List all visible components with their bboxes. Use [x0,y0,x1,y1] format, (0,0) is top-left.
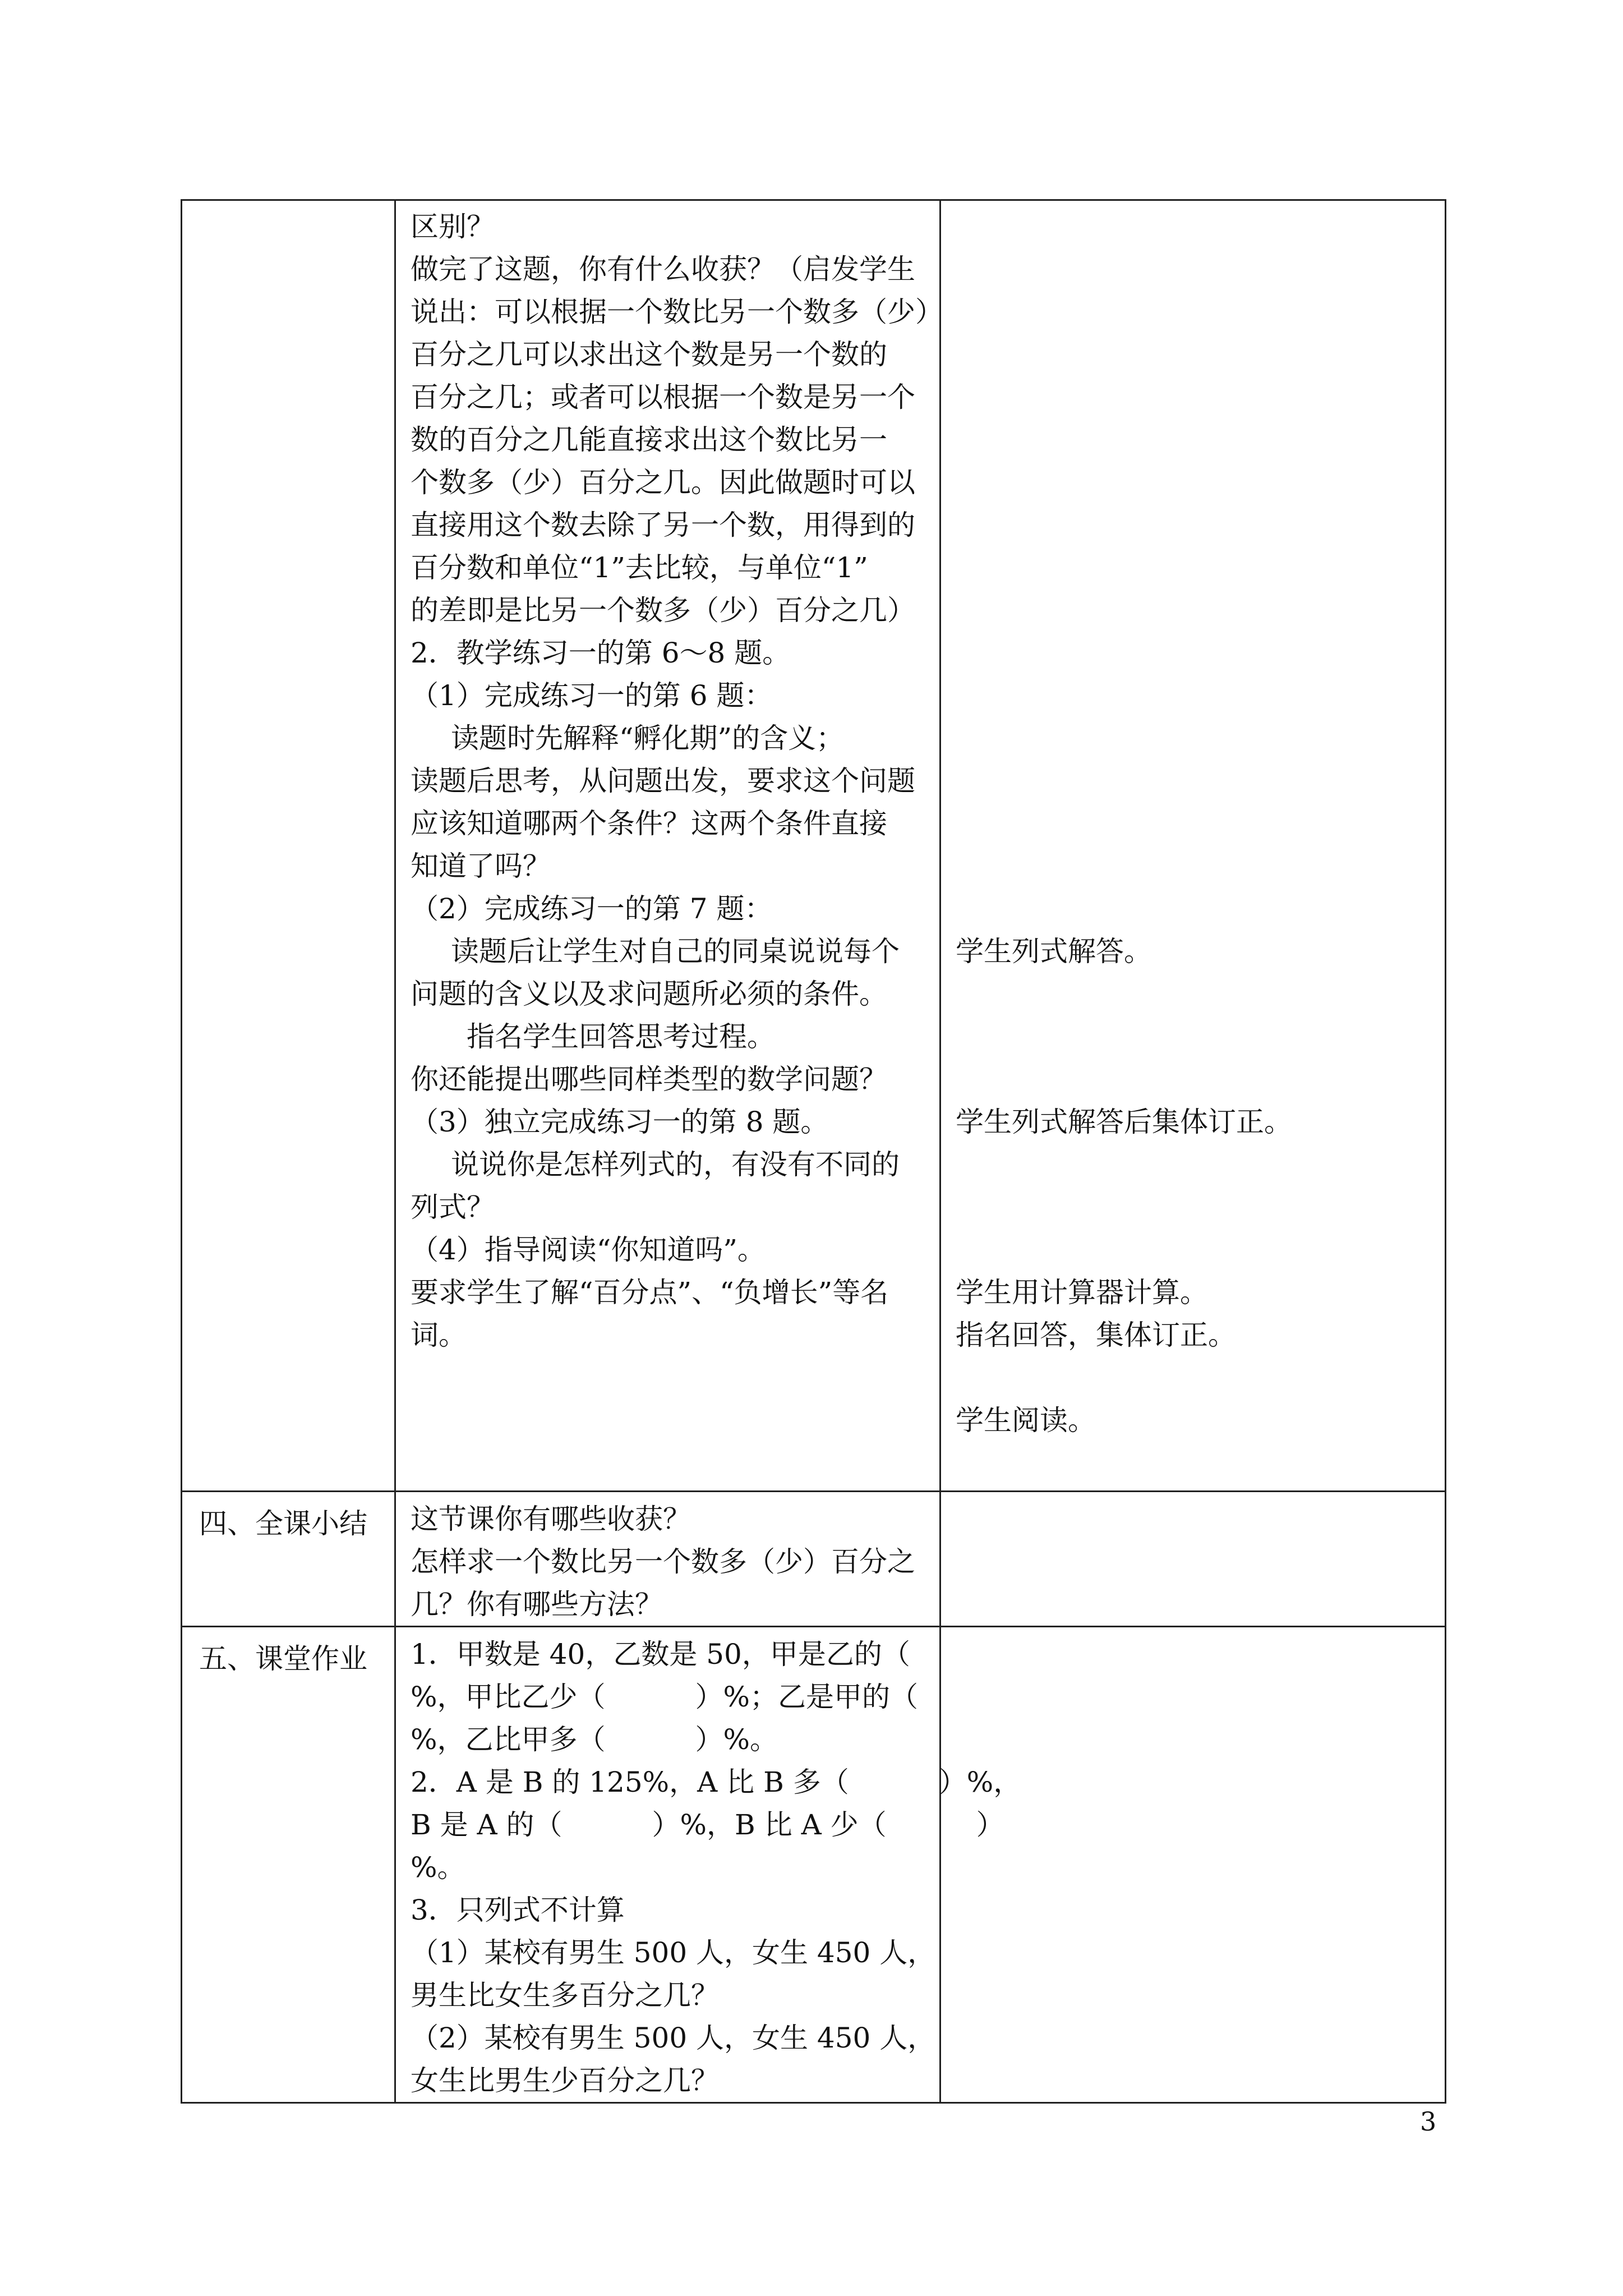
text-fragment: ）%， [938,1766,1022,1798]
text-fragment: 2．A 是 B 的 125%，A 比 B 多（ [411,1766,849,1798]
stage-label [182,201,394,211]
text-line: 男生比女生多百分之几？ [411,1979,719,2012]
text-fragment: ）%。 [695,1723,778,1756]
text-line [411,1676,932,1718]
text-line: 几？你有哪些方法？ [411,1588,663,1621]
text-line: 词。 [411,1319,467,1351]
page-number: 3 [1420,2106,1437,2137]
text-line: 的差即是比另一个数多（少）百分之几） [411,594,915,627]
text-line: 直接用这个数去除了另一个数，用得到的 [411,509,915,541]
text-line: 说说你是怎样列式的，有没有不同的 [451,1148,900,1181]
text-line: 百分之几可以求出这个数是另一个数的 [411,338,887,371]
text-line: 问题的含义以及求问题所必须的条件。 [411,978,887,1010]
text-line: 说出：可以根据一个数比另一个数多（少） [411,296,943,328]
text-line: （3）独立完成练习一的第 8 题。 [411,1106,829,1138]
text-line: （1）完成练习一的第 6 题： [411,679,773,712]
text-line: 百分之几；或者可以根据一个数是另一个 [411,381,915,413]
stage-cell [182,1627,395,2103]
stage-label: 五、课堂作业 [199,1642,367,1675]
text-fragment: %，甲比乙少（ [411,1681,606,1713]
text-line: 女生比男生少百分之几？ [411,2064,719,2097]
text-line: %。 [411,1851,465,1884]
text-line: （2）完成练习一的第 7 题： [411,892,773,925]
text-line: 1．甲数是 40，乙数是 50，甲是乙的（ [411,1638,910,1671]
table-row [182,1492,1446,1627]
text-line: 这节课你有哪些收获？ [411,1503,691,1535]
text-fragment: B 是 A 的（ [411,1809,562,1841]
text-line: 学生列式解答后集体订正。 [956,1106,1292,1138]
lesson-plan-table [181,199,1446,2104]
text-line: （2）某校有男生 500 人，女生 450 人， [411,2022,936,2054]
text-line: （4）指导阅读“你知道吗”。 [411,1234,766,1266]
stage-cell [182,200,395,1492]
text-line: 3．只列式不计算 [411,1894,625,1926]
text-fragment: %，乙比甲多（ [411,1723,606,1756]
text-line: 学生列式解答。 [956,935,1152,968]
text-line: 怎样求一个数比另一个数多（少）百分之 [411,1545,915,1578]
stage-label: 四、全课小结 [199,1507,367,1540]
text-line: 指名学生回答思考过程。 [467,1020,775,1053]
teacher-activity-cell [395,200,943,1492]
teacher-activity-cell [395,1627,1022,2103]
text-line [411,1718,932,1761]
text-line: 做完了这题，你有什么收获？（启发学生 [411,253,915,286]
text-line: 数的百分之几能直接求出这个数比另一 [411,424,887,456]
table-row [182,200,1446,1492]
text-fragment: ）%；乙是甲的（ [695,1681,919,1713]
text-line: 学生阅读。 [956,1404,1096,1437]
text-fragment: ） [976,1809,1004,1841]
table-row [182,1627,1446,2103]
text-line: 读题后让学生对自己的同桌说说每个 [451,935,900,968]
student-activity-cell [940,1627,1446,2103]
student-activity-cell [940,200,1446,1492]
text-line: 读题后思考，从问题出发，要求这个问题 [411,765,915,797]
text-line: 2．教学练习一的第 6～8 题。 [411,637,791,669]
stage-cell [182,1492,395,1627]
text-line: 知道了吗？ [411,850,551,882]
text-line: （1）某校有男生 500 人，女生 450 人， [411,1936,936,1969]
text-line [411,1761,1022,1803]
teacher-activity-cell [395,1492,940,1627]
text-line: 读题时先解释“孵化期”的含义； [451,722,845,754]
text-line: 列式？ [411,1191,495,1223]
text-line: 百分数和单位“1”去比较，与单位“1” [411,551,868,584]
text-line: 应该知道哪两个条件？这两个条件直接 [411,807,887,840]
text-fragment: ）%，B 比 A 少（ [652,1809,887,1841]
text-line [411,1803,1004,1846]
text-line: 你还能提出哪些同样类型的数学问题？ [411,1063,887,1096]
text-line: 指名回答，集体订正。 [956,1319,1236,1351]
text-line: 个数多（少）百分之几。因此做题时可以 [411,466,915,499]
student-activity-cell [940,1492,1446,1627]
text-line: 要求学生了解“百分点”、“负增长”等名 [411,1276,889,1309]
text-line: 学生用计算器计算。 [956,1276,1208,1309]
text-line: 区别？ [411,210,495,243]
